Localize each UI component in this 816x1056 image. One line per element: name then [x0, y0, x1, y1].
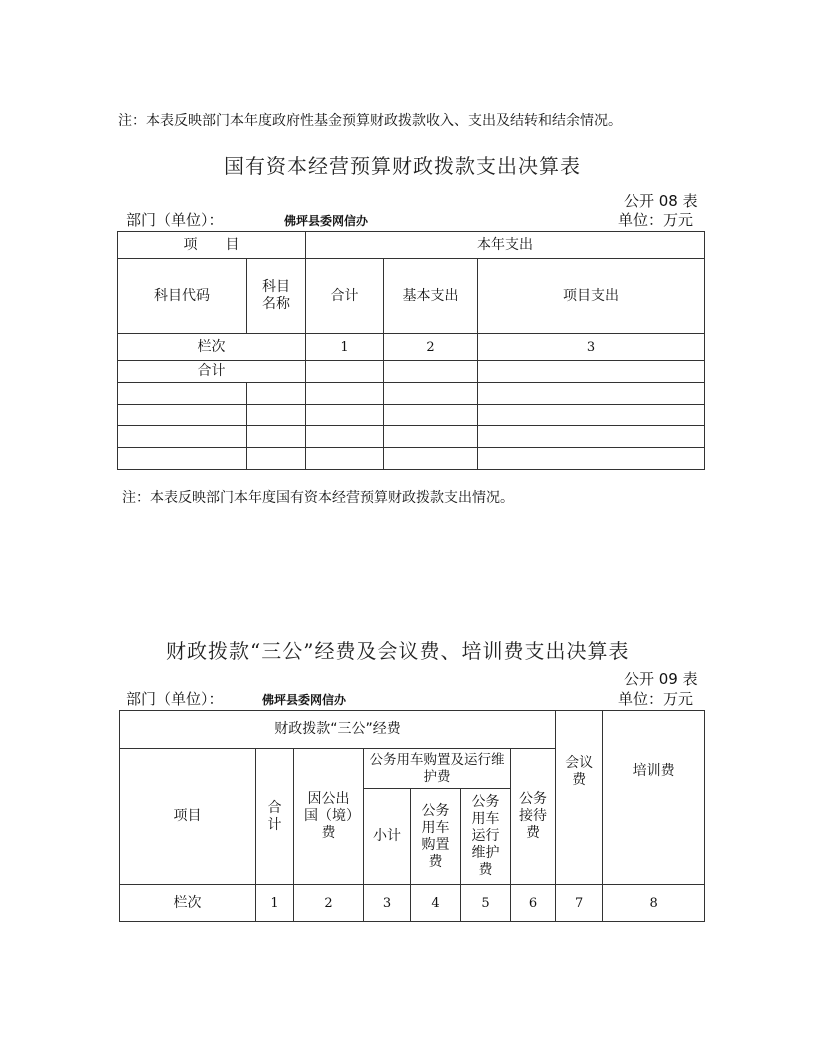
header-total: 合计: [306, 259, 384, 334]
table09-unit: 单位：万元: [618, 690, 694, 708]
index-col-5: 5: [461, 885, 511, 922]
header-vehicle-purchase: 公务用车购置费: [411, 789, 461, 885]
index-label: 栏次: [118, 334, 306, 361]
header-item: 项目: [120, 749, 256, 885]
header-total: 合计: [256, 749, 294, 885]
total-cell: [384, 361, 478, 383]
table-row: [118, 405, 705, 426]
header-vehicle-operation: 公务用车运行维护费: [461, 789, 511, 885]
index-col-7: 7: [556, 885, 603, 922]
table09: [119, 710, 705, 922]
index-col-2: 2: [384, 334, 478, 361]
header-meeting: 会议费: [556, 711, 603, 885]
header-item: 项 目: [118, 232, 306, 259]
index-col-3: 3: [364, 885, 411, 922]
index-col-6: 6: [511, 885, 556, 922]
header-year-expense: 本年支出: [306, 232, 705, 259]
total-cell: [306, 361, 384, 383]
header-subject-name: 科目名称: [247, 259, 306, 334]
table08-unit: 单位：万元: [618, 211, 694, 229]
table09-title: 财政拨款“三公”经费及会议费、培训费支出决算表: [166, 639, 630, 663]
table08-note: 注：本表反映部门本年度国有资本经营预算财政拨款支出情况。: [122, 490, 514, 506]
header-abroad: 因公出国（境）费: [294, 749, 364, 885]
index-col-3: 3: [478, 334, 705, 361]
table-row: [118, 426, 705, 448]
table09-code: 公开 09 表: [624, 670, 698, 688]
index-col-1: 1: [306, 334, 384, 361]
header-subtotal: 小计: [364, 789, 411, 885]
total-cell: [478, 361, 705, 383]
header-project: 项目支出: [478, 259, 705, 334]
table08-code: 公开 08 表: [624, 192, 698, 210]
table08: [117, 231, 705, 470]
total-label: 合计: [118, 361, 306, 383]
header-training: 培训费: [603, 711, 705, 885]
index-col-8: 8: [603, 885, 705, 922]
table-row: [118, 383, 705, 405]
header-subject-code: 科目代码: [118, 259, 247, 334]
table09-dept-value: 佛坪县委网信办: [262, 693, 347, 707]
header-basic: 基本支出: [384, 259, 478, 334]
table09-dept-label: 部门（单位）：: [126, 690, 224, 708]
top-note: 注：本表反映部门本年度政府性基金预算财政拨款收入、支出及结转和结余情况。: [118, 113, 622, 129]
table08-title: 国有资本经营预算财政拨款支出决算表: [224, 154, 581, 178]
table-row: [118, 448, 705, 470]
index-col-1: 1: [256, 885, 294, 922]
index-col-2: 2: [294, 885, 364, 922]
header-sangong: 财政拨款“三公”经费: [120, 711, 556, 749]
index-col-4: 4: [411, 885, 461, 922]
table08-dept-value: 佛坪县委网信办: [284, 214, 369, 228]
header-vehicle: 公务用车购置及运行维护费: [364, 749, 511, 789]
table08-dept-label: 部门（单位）：: [126, 211, 224, 229]
header-reception: 公务接待费: [511, 749, 556, 885]
index-label: 栏次: [120, 885, 256, 922]
